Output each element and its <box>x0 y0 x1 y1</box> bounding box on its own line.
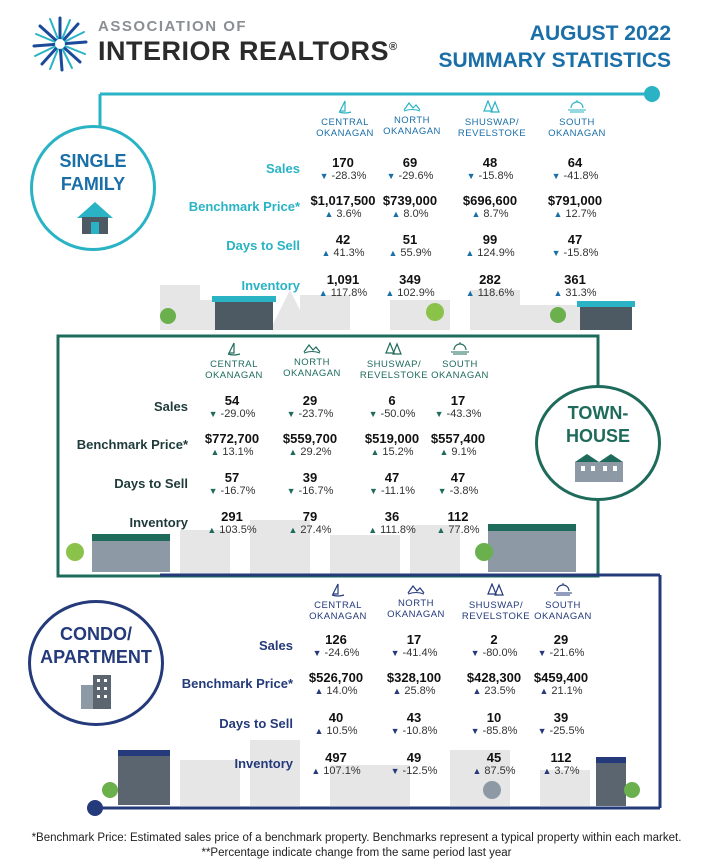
stat-value: 112 <box>550 750 572 765</box>
down-arrow-icon: ▼ <box>390 648 400 658</box>
region-name-line-1: SHUSWAP/ <box>366 359 422 370</box>
stat-value: 64 <box>567 155 583 170</box>
region-header-townhouse-1 <box>272 342 352 379</box>
stat-change: ▲ 23.5% <box>472 685 516 697</box>
region-name-line-1: SOUTH <box>545 600 581 611</box>
region-name-line-1: CENTRAL <box>321 117 369 128</box>
stat-change: ▲ 9.1% <box>439 446 477 458</box>
pine-trees-icon <box>452 100 532 117</box>
stat-change: ▲ 21.1% <box>539 685 583 697</box>
row-label-townhouse-2: Days to Sell <box>114 476 188 491</box>
condo-title: CONDO/ APARTMENT <box>40 624 152 667</box>
down-arrow-icon: ▼ <box>434 409 444 419</box>
up-arrow-icon: ▲ <box>314 686 324 696</box>
stat-value: 54 <box>224 393 240 408</box>
stat-value: 2 <box>490 632 498 647</box>
region-header-single_family-1 <box>372 100 452 137</box>
region-name-line-1: NORTH <box>397 598 435 609</box>
stat-change: ▼ -50.0% <box>368 408 416 420</box>
down-arrow-icon: ▼ <box>319 171 329 181</box>
stat-cell <box>270 470 350 498</box>
stat-value: $772,700 <box>204 431 260 446</box>
region-name-line-2: REVELSTOKE <box>359 370 429 381</box>
row-label-condo-2: Days to Sell <box>219 716 293 731</box>
stat-cell <box>370 155 450 183</box>
stat-value: 29 <box>302 393 318 408</box>
sailboat-icon <box>194 342 274 359</box>
down-arrow-icon: ▼ <box>466 171 476 181</box>
stat-value: 99 <box>482 232 498 247</box>
down-arrow-icon: ▼ <box>551 248 561 258</box>
stat-value: 39 <box>302 470 318 485</box>
stat-change: ▲ 12.7% <box>553 208 597 220</box>
stat-change: ▼ -11.1% <box>369 485 415 497</box>
stat-cell <box>450 272 530 300</box>
stat-cell <box>370 272 450 300</box>
stat-cell <box>535 272 615 300</box>
stat-cell <box>270 393 350 421</box>
stat-cell <box>535 155 615 183</box>
stat-change: ▼ -15.8% <box>466 170 514 182</box>
stat-change: ▼ -41.8% <box>551 170 599 182</box>
stat-change: ▲ 29.2% <box>288 446 332 458</box>
stat-cell <box>535 232 615 260</box>
stat-cell <box>270 509 350 537</box>
row-label-single_family-2: Days to Sell <box>226 238 300 253</box>
region-name-line-2: REVELSTOKE <box>461 611 531 622</box>
down-arrow-icon: ▼ <box>386 171 396 181</box>
stat-change: ▲ 102.9% <box>385 287 435 299</box>
region-name-line-2: OKANAGAN <box>431 370 489 381</box>
stat-cell <box>374 750 454 778</box>
condo-connector-dot <box>87 800 103 816</box>
stat-value: 1,091 <box>326 272 360 287</box>
stat-change: ▲ 31.3% <box>553 287 597 299</box>
stat-value: 17 <box>450 393 466 408</box>
up-arrow-icon: ▲ <box>288 447 298 457</box>
stat-value: $1,017,500 <box>310 193 376 208</box>
stat-value: 42 <box>335 232 351 247</box>
stat-change: ▼ -12.5% <box>390 765 438 777</box>
stat-change: ▲ 14.0% <box>314 685 358 697</box>
stat-change: ▼ -85.8% <box>470 725 518 737</box>
down-arrow-icon: ▼ <box>286 486 296 496</box>
stat-cell <box>521 710 601 738</box>
up-arrow-icon: ▲ <box>553 288 563 298</box>
up-arrow-icon: ▲ <box>370 447 380 457</box>
up-arrow-icon: ▲ <box>207 525 217 535</box>
down-arrow-icon: ▼ <box>551 171 561 181</box>
stat-change: ▲ 3.6% <box>324 208 362 220</box>
stat-change: ▼ -15.8% <box>551 247 599 259</box>
stat-value: $559,700 <box>282 431 338 446</box>
stat-cell <box>296 670 376 698</box>
stat-change: ▲ 55.9% <box>388 247 432 259</box>
stat-value: 291 <box>221 509 243 524</box>
region-header-townhouse-0 <box>194 342 274 381</box>
up-arrow-icon: ▲ <box>388 248 398 258</box>
region-name-line-2: REVELSTOKE <box>457 128 527 139</box>
stat-cell <box>296 710 376 738</box>
stat-cell <box>296 632 376 660</box>
stat-cell <box>521 750 601 778</box>
stat-cell <box>418 470 498 498</box>
down-arrow-icon: ▼ <box>470 726 480 736</box>
stat-cell <box>418 431 498 459</box>
stat-change: ▼ -80.0% <box>470 647 518 659</box>
up-arrow-icon: ▲ <box>471 209 481 219</box>
stat-value: 79 <box>302 509 318 524</box>
down-arrow-icon: ▼ <box>208 486 218 496</box>
apartment-icon <box>79 673 113 711</box>
stat-cell <box>370 193 450 221</box>
down-arrow-icon: ▼ <box>369 486 378 496</box>
stat-cell <box>370 232 450 260</box>
stat-change: ▲ 13.1% <box>210 446 254 458</box>
stat-change: ▲ 10.5% <box>314 725 358 737</box>
region-header-single_family-2 <box>452 100 532 139</box>
footnote-percentage: **Percentage indicate change from the same period last year <box>201 847 512 859</box>
stat-change: ▼ -21.6% <box>537 647 585 659</box>
stat-value: 47 <box>450 470 466 485</box>
stat-value: 112 <box>447 509 469 524</box>
condo-badge <box>28 600 164 726</box>
stat-value: 40 <box>328 710 344 725</box>
region-header-condo-1 <box>376 583 456 620</box>
stat-change: ▼ -3.8% <box>437 485 479 497</box>
logo-wordmark: INTERIOR REALTORS <box>98 36 390 66</box>
up-arrow-icon: ▲ <box>539 686 549 696</box>
stat-cell <box>192 431 272 459</box>
mountain-icon <box>376 583 456 598</box>
stat-change: ▲ 15.2% <box>370 446 414 458</box>
stat-change: ▲ 107.1% <box>311 765 361 777</box>
stat-cell <box>521 632 601 660</box>
up-arrow-icon: ▲ <box>324 209 334 219</box>
stat-change: ▲ 41.3% <box>321 247 365 259</box>
stat-change: ▼ -29.6% <box>386 170 434 182</box>
stat-value: $519,000 <box>364 431 420 446</box>
stat-change: ▲ 103.5% <box>207 524 257 536</box>
stat-value: 349 <box>399 272 421 287</box>
stat-value: 39 <box>553 710 569 725</box>
down-arrow-icon: ▼ <box>208 409 218 419</box>
stat-value: 49 <box>406 750 422 765</box>
logo-line-2 <box>98 36 398 67</box>
stat-change: ▲ 25.8% <box>392 685 436 697</box>
sunset-icon <box>523 583 603 600</box>
stat-value: $526,700 <box>308 670 364 685</box>
region-name-line-1: CENTRAL <box>210 359 258 370</box>
stat-change: ▼ -41.4% <box>390 647 438 659</box>
down-arrow-icon: ▼ <box>312 648 322 658</box>
townhouse-badge <box>535 385 661 501</box>
sunset-icon <box>420 342 500 359</box>
region-name-line-1: SOUTH <box>442 359 478 370</box>
stat-value: 43 <box>406 710 422 725</box>
row-label-condo-1: Benchmark Price* <box>181 676 293 691</box>
region-name-line-1: SOUTH <box>559 117 595 128</box>
up-arrow-icon: ▲ <box>318 288 328 298</box>
region-name-line-2: OKANAGAN <box>534 611 592 622</box>
region-name-line-2: OKANAGAN <box>387 609 445 620</box>
report-title <box>411 20 671 74</box>
logo-line-1: ASSOCIATION OF <box>98 18 248 35</box>
up-arrow-icon: ▲ <box>210 447 220 457</box>
report-title-line-1: AUGUST 2022 <box>529 22 671 45</box>
stat-value: 57 <box>224 470 240 485</box>
region-header-single_family-3 <box>537 100 617 139</box>
townhouse-icon <box>573 452 625 484</box>
stat-value: 45 <box>486 750 502 765</box>
region-header-condo-3 <box>523 583 603 622</box>
stat-cell <box>450 232 530 260</box>
region-name-line-1: NORTH <box>393 115 431 126</box>
stat-cell <box>374 670 454 698</box>
down-arrow-icon: ▼ <box>286 409 296 419</box>
stat-change: ▲ 27.4% <box>288 524 332 536</box>
single-family-connector-dot <box>644 86 660 102</box>
up-arrow-icon: ▲ <box>288 525 298 535</box>
stat-cell <box>192 509 272 537</box>
stat-change: ▲ 3.7% <box>542 765 580 777</box>
up-arrow-icon: ▲ <box>385 288 395 298</box>
region-header-condo-0 <box>298 583 378 622</box>
region-name-line-2: OKANAGAN <box>283 368 341 379</box>
stat-value: 282 <box>479 272 501 287</box>
row-label-single_family-1: Benchmark Price* <box>188 199 300 214</box>
registered-mark: ® <box>389 41 398 53</box>
stat-cell <box>374 710 454 738</box>
stat-cell <box>374 632 454 660</box>
single-family-title: SINGLE FAMILY <box>59 151 127 194</box>
stat-change: ▲ 8.0% <box>391 208 429 220</box>
down-arrow-icon: ▼ <box>368 409 378 419</box>
stat-change: ▲ 118.6% <box>465 287 515 299</box>
house-icon <box>75 200 115 236</box>
up-arrow-icon: ▲ <box>472 766 482 776</box>
down-arrow-icon: ▼ <box>390 766 400 776</box>
up-arrow-icon: ▲ <box>311 766 321 776</box>
stat-value: 361 <box>564 272 586 287</box>
row-label-single_family-0: Sales <box>266 161 300 176</box>
stat-value: 51 <box>402 232 418 247</box>
stat-cell <box>192 393 272 421</box>
region-name-line-2: OKANAGAN <box>383 126 441 137</box>
region-name-line-2: OKANAGAN <box>316 128 374 139</box>
stat-value: $791,000 <box>547 193 603 208</box>
up-arrow-icon: ▲ <box>465 248 475 258</box>
up-arrow-icon: ▲ <box>542 766 552 776</box>
single-family-badge <box>30 125 156 251</box>
mountain-icon <box>372 100 452 115</box>
stat-value: 69 <box>402 155 418 170</box>
down-arrow-icon: ▼ <box>537 648 547 658</box>
row-label-townhouse-3: Inventory <box>129 515 188 530</box>
stat-change: ▲ 87.5% <box>472 765 516 777</box>
stat-change: ▲ 124.9% <box>465 247 515 259</box>
stat-change: ▼ -23.7% <box>286 408 334 420</box>
stat-value: 6 <box>388 393 396 408</box>
up-arrow-icon: ▲ <box>436 525 446 535</box>
stat-cell <box>535 193 615 221</box>
up-arrow-icon: ▲ <box>368 525 378 535</box>
stat-change: ▲ 77.8% <box>436 524 480 536</box>
region-name-line-2: OKANAGAN <box>548 128 606 139</box>
stat-value: $428,300 <box>466 670 522 685</box>
stat-value: $739,000 <box>382 193 438 208</box>
row-label-condo-0: Sales <box>259 638 293 653</box>
stat-change: ▼ -28.3% <box>319 170 367 182</box>
region-name-line-1: CENTRAL <box>314 600 362 611</box>
region-name-line-1: SHUSWAP/ <box>468 600 524 611</box>
up-arrow-icon: ▲ <box>553 209 563 219</box>
stat-value: 126 <box>325 632 347 647</box>
row-label-townhouse-0: Sales <box>154 399 188 414</box>
up-arrow-icon: ▲ <box>439 447 449 457</box>
stat-change: ▼ -10.8% <box>390 725 438 737</box>
stat-value: 47 <box>567 232 583 247</box>
up-arrow-icon: ▲ <box>465 288 475 298</box>
stat-value: 10 <box>486 710 502 725</box>
report-title-line-2: SUMMARY STATISTICS <box>438 49 671 72</box>
stat-value: 17 <box>406 632 422 647</box>
stat-cell <box>450 193 530 221</box>
stat-cell <box>450 155 530 183</box>
region-name-line-2: OKANAGAN <box>205 370 263 381</box>
sailboat-icon <box>298 583 378 600</box>
stat-value: $328,100 <box>386 670 442 685</box>
townhouse-title: TOWN- HOUSE <box>565 403 630 446</box>
stat-value: 29 <box>553 632 569 647</box>
mountain-icon <box>272 342 352 357</box>
down-arrow-icon: ▼ <box>537 726 547 736</box>
stat-value: $557,400 <box>430 431 486 446</box>
up-arrow-icon: ▲ <box>472 686 482 696</box>
stat-cell <box>296 750 376 778</box>
stat-cell <box>418 509 498 537</box>
stat-cell <box>521 670 601 698</box>
row-label-condo-3: Inventory <box>234 756 293 771</box>
stat-cell <box>418 393 498 421</box>
stat-change: ▲ 111.8% <box>368 524 416 536</box>
up-arrow-icon: ▲ <box>314 726 324 736</box>
stat-change: ▼ -24.6% <box>312 647 360 659</box>
down-arrow-icon: ▼ <box>437 486 447 496</box>
down-arrow-icon: ▼ <box>470 648 480 658</box>
stat-change: ▼ -16.7% <box>286 485 334 497</box>
up-arrow-icon: ▲ <box>392 686 402 696</box>
row-label-single_family-3: Inventory <box>241 278 300 293</box>
region-header-townhouse-3 <box>420 342 500 381</box>
stat-value: 48 <box>482 155 498 170</box>
stat-change: ▼ -29.0% <box>208 408 256 420</box>
stat-cell <box>270 431 350 459</box>
stat-value: 47 <box>384 470 400 485</box>
region-name-line-2: OKANAGAN <box>309 611 367 622</box>
sunset-icon <box>537 100 617 117</box>
stat-value: 497 <box>325 750 347 765</box>
region-name-line-1: NORTH <box>293 357 331 368</box>
region-name-line-1: SHUSWAP/ <box>464 117 520 128</box>
stat-value: $459,400 <box>533 670 589 685</box>
starburst-logo-icon <box>30 14 90 74</box>
stat-change: ▼ -43.3% <box>434 408 482 420</box>
row-label-townhouse-1: Benchmark Price* <box>76 437 188 452</box>
stat-change: ▲ 117.8% <box>318 287 368 299</box>
down-arrow-icon: ▼ <box>390 726 400 736</box>
stat-change: ▲ 8.7% <box>471 208 509 220</box>
stat-cell <box>192 470 272 498</box>
stat-change: ▼ -25.5% <box>537 725 585 737</box>
up-arrow-icon: ▲ <box>391 209 401 219</box>
stat-value: 170 <box>332 155 354 170</box>
up-arrow-icon: ▲ <box>321 248 331 258</box>
footnote-benchmark: *Benchmark Price: Estimated sales price of a benchmark property. Benchmarks represent a typical property within each market. <box>31 832 682 844</box>
stat-change: ▼ -16.7% <box>208 485 256 497</box>
stat-value: 36 <box>384 509 400 524</box>
stat-value: $696,600 <box>462 193 518 208</box>
